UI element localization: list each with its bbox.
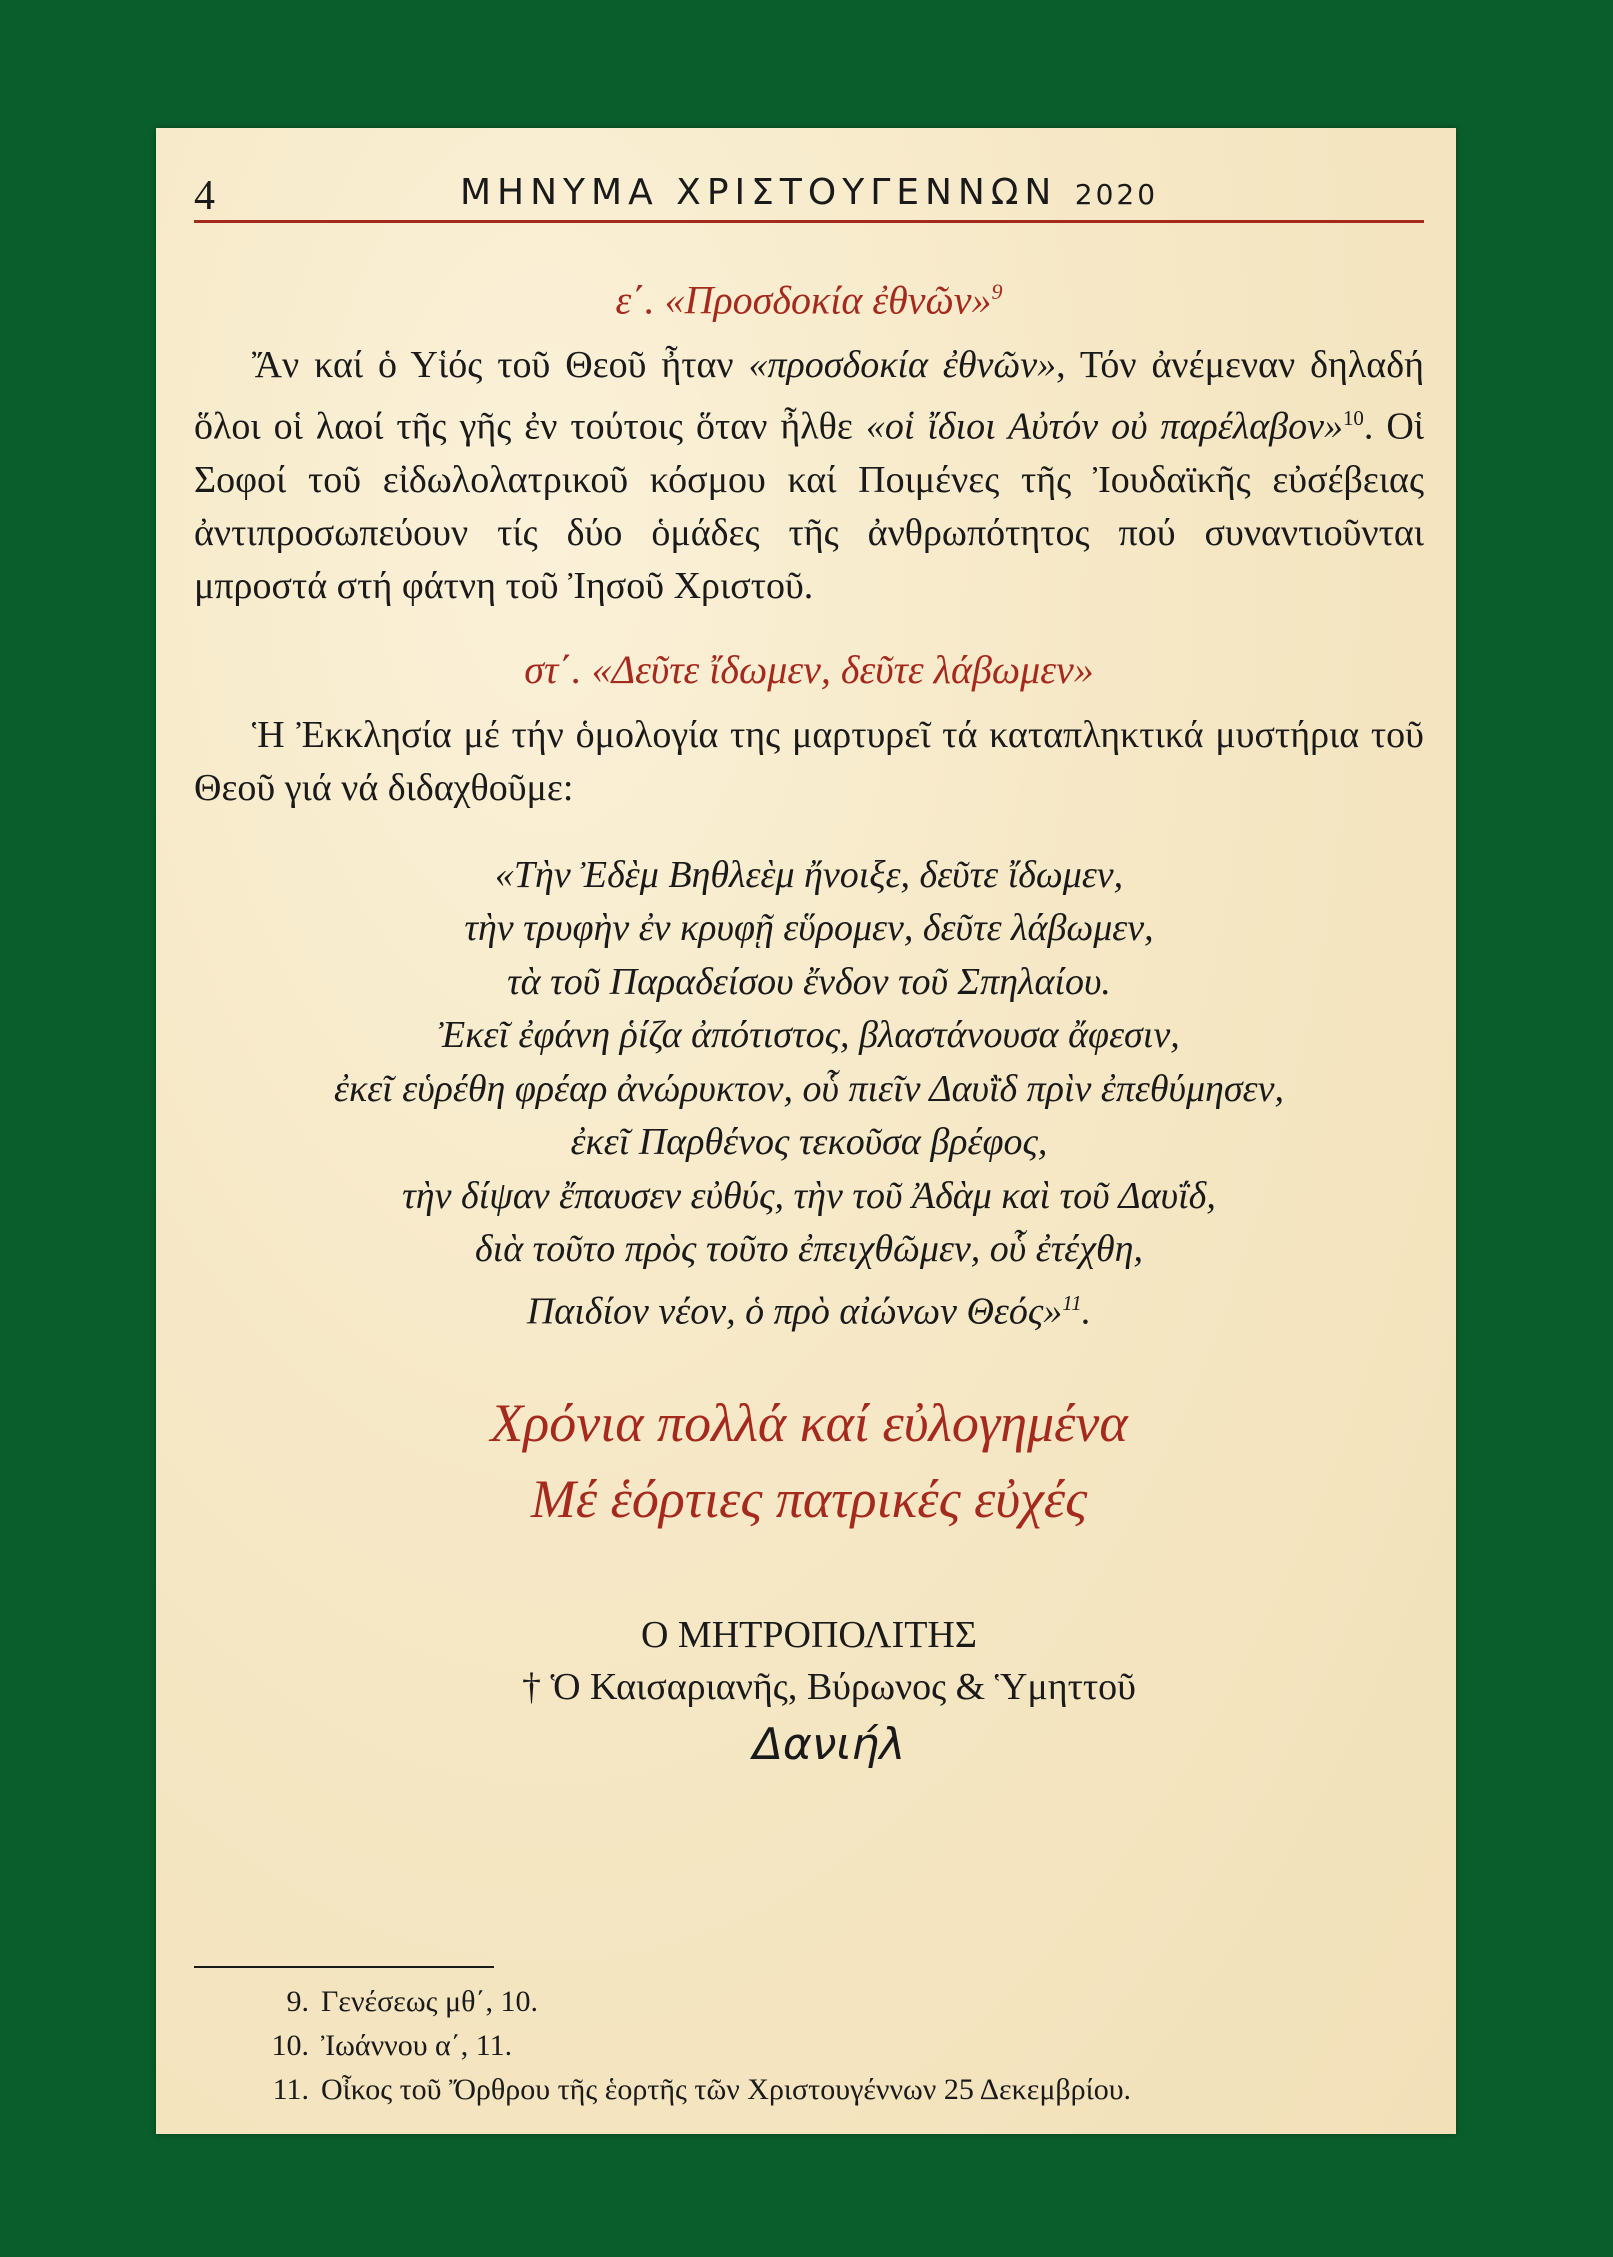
christmas-greeting bbox=[194, 1385, 1424, 1537]
page bbox=[156, 128, 1456, 2134]
hymn-line-text: Παιδίον νέον, ὁ πρὸ αἰώνων Θεός» bbox=[526, 1290, 1063, 1333]
paragraph-text: Ἄν καί ὁ Υἱός τοῦ Θεοῦ ἦταν bbox=[252, 344, 749, 387]
footnote-ref-10: 10 bbox=[1342, 406, 1364, 431]
footnote-ref-9: 9 bbox=[991, 279, 1003, 304]
footnote-number: 10. bbox=[271, 2029, 309, 2062]
paragraph-ekklisia: Ἡ Ἐκκλησία μέ τήν ὁμολογία της μαρτυρεῖ τά καταπληκτικά μυστήρια τοῦ Θεοῦ γιά νά διδαχθοῦμε: bbox=[194, 713, 1424, 809]
footnotes bbox=[251, 1980, 1131, 2112]
paragraph-prosdokia bbox=[194, 339, 1424, 613]
signature-name: Δανιήλ bbox=[752, 1719, 906, 1771]
hymn-line: τὰ τοῦ Παραδείσου ἔνδον τοῦ Σπηλαίου. bbox=[507, 960, 1111, 1003]
footnote-item bbox=[251, 2068, 1131, 2112]
hymn-line: ἐκεῖ Παρθένος τεκοῦσα βρέφος, bbox=[570, 1121, 1048, 1164]
hymn-line: τὴν δίψαν ἔπαυσεν εὐθύς, τὴν τοῦ Ἀδὰμ καὶ τοῦ Δαυΐδ, bbox=[402, 1174, 1216, 1217]
hymn-line: διὰ τοῦτο πρὸς τοῦτο ἐπειχθῶμεν, οὗ ἐτέχθη, bbox=[474, 1228, 1144, 1271]
quote-ou-parelavon: «οἱ ἴδιοι Αὐτόν οὐ παρέλαβον» bbox=[865, 405, 1343, 448]
section-heading-e-text: ε΄. «Προσδοκία ἐθνῶν» bbox=[615, 277, 992, 323]
greeting-line-2: Μέ ἑόρτιες πατρικές εὐχές bbox=[530, 1469, 1088, 1530]
hymn-line-period: . bbox=[1081, 1290, 1092, 1333]
page-header bbox=[194, 150, 1424, 223]
footnote-number: 9. bbox=[286, 1985, 309, 2018]
running-title-year: 2020 bbox=[1074, 178, 1159, 211]
paragraph-text: , Τόν ἀνέμεναν δηλαδή ὅλοι οἱ λαοί τῆς γῆς ἐν τούτοις ὅταν ἦλθε bbox=[194, 344, 1424, 448]
signature-block bbox=[194, 1609, 1424, 1777]
running-title-text: ΜΗΝΥΜΑ ΧΡΙΣΤΟΥΓΕΝΝΩΝ bbox=[459, 172, 1058, 213]
hymn-line: ἐκεῖ εὑρέθη φρέαρ ἀνώρυκτον, οὗ πιεῖν Δαυῒδ πρὶν ἐπεθύμησεν, bbox=[334, 1067, 1284, 1110]
hymn-line: τὴν τρυφὴν ἐν κρυφῇ εὕρομεν, δεῦτε λάβωμεν, bbox=[464, 907, 1154, 950]
hymn-line: «Τὴν Ἐδὲμ Βηθλεὲμ ἤνοιξε, δεῦτε ἴδωμεν, bbox=[494, 853, 1124, 896]
footnote-text: Οἶκος τοῦ Ὄρθρου τῆς ἑορτῆς τῶν Χριστουγέννων 25 Δεκεμβρίου. bbox=[321, 2073, 1132, 2106]
footnote-text: Γενέσεως μθ΄, 10. bbox=[321, 1985, 538, 2018]
hymn-quote bbox=[194, 849, 1424, 1339]
hymn-line-last bbox=[194, 1277, 1424, 1339]
footnote-ref-11: 11 bbox=[1062, 1290, 1082, 1315]
footnote-divider bbox=[194, 1966, 494, 1968]
greeting-line-1: Χρόνια πολλά καί εὐλογημένα bbox=[490, 1393, 1128, 1454]
footnote-item bbox=[251, 1980, 1131, 2024]
signature-see: † Ὁ Καισαριανῆς, Βύρωνος & Ὑμηττοῦ bbox=[522, 1666, 1136, 1709]
signature-title: Ο ΜΗΤΡΟΠΟΛΙΤΗΣ bbox=[640, 1614, 977, 1657]
paragraph-text: . Οἱ Σοφοί τοῦ εἰδωλολατρικοῦ κόσμου καί Ποιμένες τῆς Ἰουδαϊκῆς εὐσέβειας ἀντιπροσωπεύουν τίς δύο ὁμάδες τῆς ἀνθρωπότητος πού συναντιοῦνται μπροστά στή φάτνη τοῦ Ἰησοῦ Χριστοῦ. bbox=[194, 405, 1424, 607]
hymn-line: Ἐκεῖ ἐφάνη ῥίζα ἀπότιστος, βλαστάνουσα ἄφεσιν, bbox=[438, 1014, 1180, 1057]
footnote-item bbox=[251, 2024, 1131, 2068]
quote-prosdokia: «προσδοκία ἐθνῶν» bbox=[748, 344, 1057, 387]
footnote-text: Ἰωάννου α΄, 11. bbox=[321, 2029, 513, 2062]
page-number: 4 bbox=[194, 173, 215, 219]
section-heading-e bbox=[194, 263, 1424, 329]
footnote-number: 11. bbox=[272, 2073, 309, 2106]
main-content bbox=[194, 263, 1424, 1777]
running-title bbox=[194, 172, 1424, 213]
section-heading-st: στ΄. «Δεῦτε ἴδωμεν, δεῦτε λάβωμεν» bbox=[524, 646, 1094, 692]
